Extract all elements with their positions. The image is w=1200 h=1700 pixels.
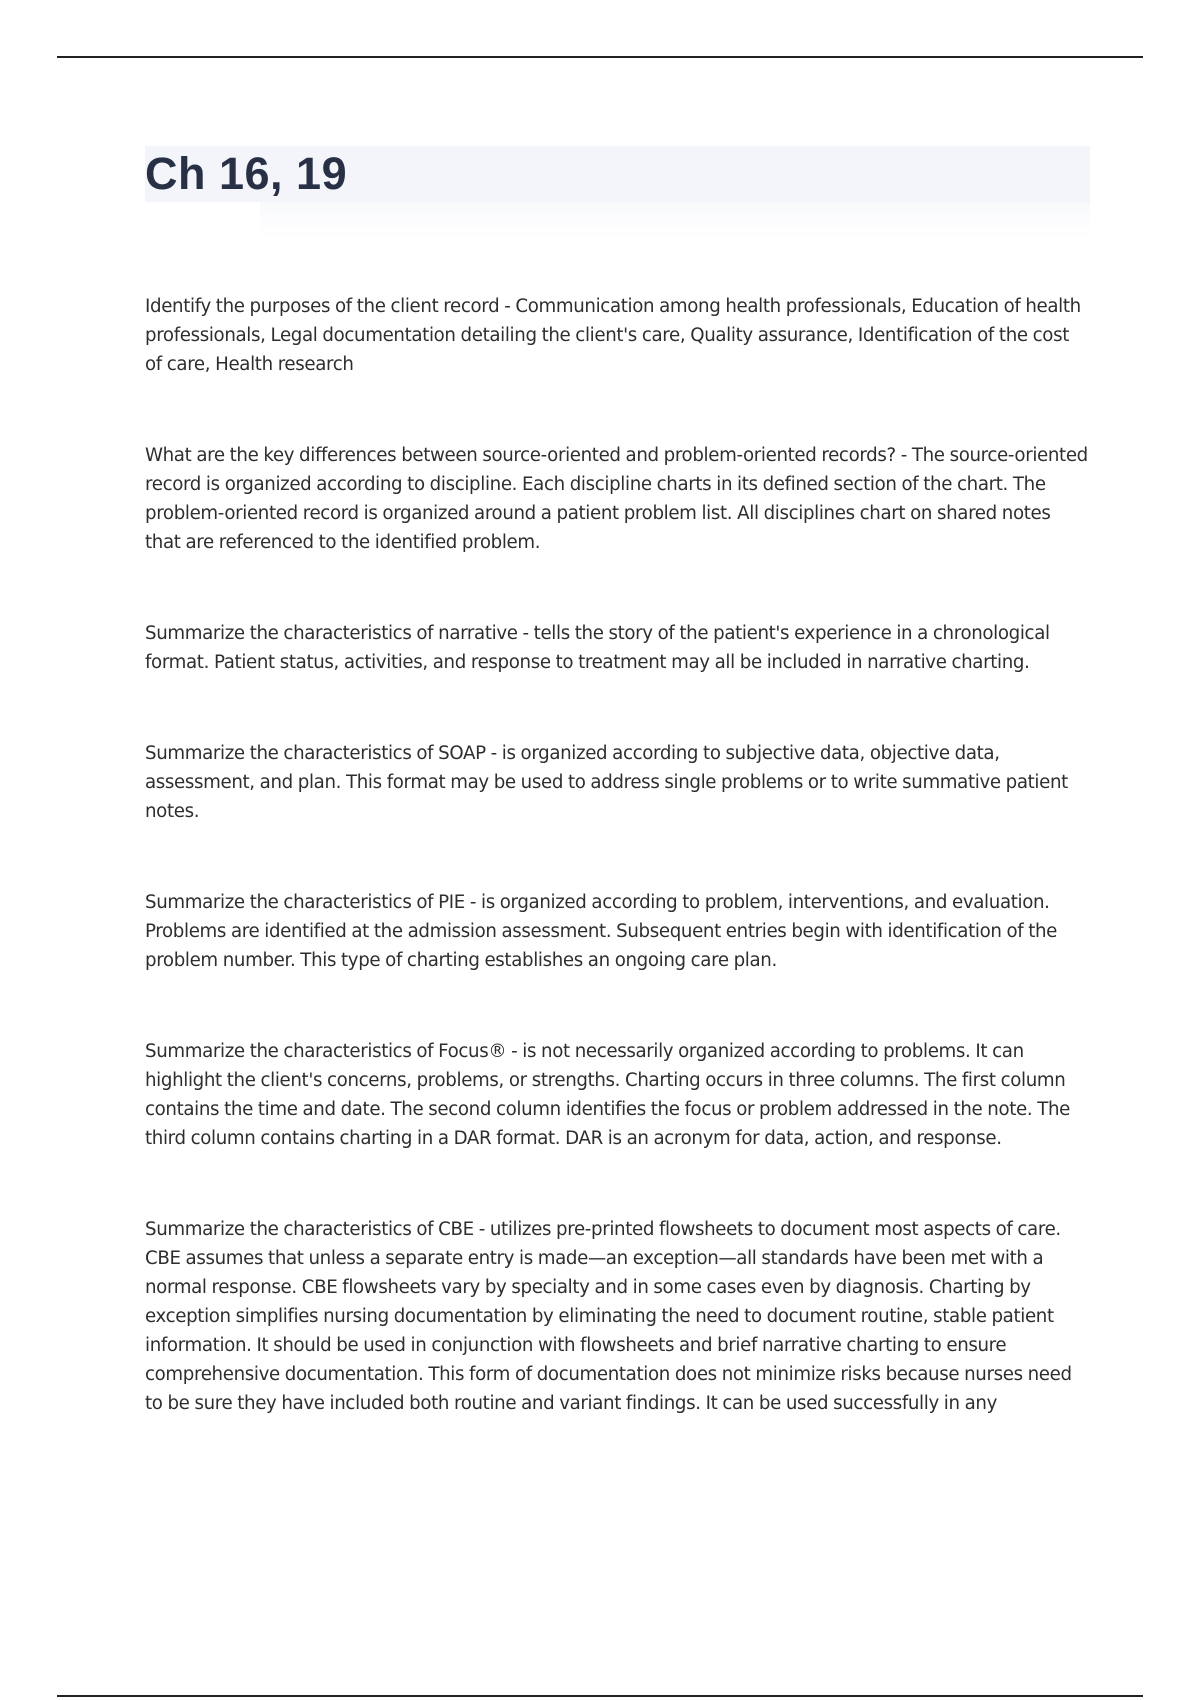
answer-text: is organized according to problem, interventions, and evaluation. Problems are identified at the admission assessment. Subsequent entries begin with identification of the problem number. This type of charting establishes an ongoing care plan. — [145, 892, 1058, 971]
question-text: Identify the purposes of the client record — [145, 296, 500, 317]
qa-list — [145, 292, 1090, 1480]
title-band-shadow — [260, 202, 1090, 238]
qa-item-soap — [145, 739, 1090, 826]
qa-separator: - — [895, 445, 912, 466]
bottom-rule — [57, 1695, 1143, 1697]
qa-separator: - — [485, 743, 502, 764]
question-text: Summarize the characteristics of Focus® — [145, 1041, 507, 1062]
question-text: Summarize the characteristics of CBE — [145, 1219, 474, 1240]
answer-text: The source-oriented record is organized according to discipline. Each discipline charts in its defined section of the chart. The problem-oriented record is organized around a patient problem list. All disciplines chart on shared notes that are referenced to the identified problem. — [145, 445, 1088, 553]
qa-item-record-types — [145, 441, 1090, 557]
qa-separator: - — [499, 296, 516, 317]
qa-separator: - — [464, 892, 482, 913]
answer-text: utilizes pre-printed flowsheets to document most aspects of care. CBE assumes that unless a separate entry is made—an exception—all standards have been met with a normal response. CBE flowsheets vary by specialty and in some cases even by diagnosis. Charting by exception simplifies nursing documentation by eliminating the need to document routine, stable patient information. It should be used in conjunction with flowsheets and brief narrative charting to ensure comprehensive documentation. This form of documentation does not minimize risks because nurses need to be sure they have included both routine and variant findings. It can be used successfully in any — [145, 1219, 1072, 1414]
qa-item-cbe — [145, 1215, 1090, 1418]
qa-item-narrative — [145, 619, 1090, 677]
qa-item-pie — [145, 888, 1090, 975]
top-rule — [57, 56, 1143, 58]
answer-text: is not necessarily organized according to problems. It can highlight the client's concerns, problems, or strengths. Charting occurs in three columns. The first column contains the time and date. The second column identifies the focus or problem addressed in the note. The third column contains charting in a DAR format. DAR is an acronym for data, action, and response. — [145, 1041, 1071, 1149]
question-text: Summarize the characteristics of SOAP — [145, 743, 486, 764]
question-text: Summarize the characteristics of narrative — [145, 623, 518, 644]
question-text: What are the key differences between source-oriented and problem-oriented records? — [145, 445, 896, 466]
qa-item-purposes — [145, 292, 1090, 379]
answer-text: is organized according to subjective data, objective data, assessment, and plan. This format may be used to address single problems or to write summative patient notes. — [145, 743, 1068, 822]
answer-text: tells the story of the patient's experience in a chronological format. Patient status, activities, and response to treatment may all be included in narrative charting. — [145, 623, 1050, 673]
qa-item-focus — [145, 1037, 1090, 1153]
answer-text: Communication among health professionals, Education of health professionals, Legal documentation detailing the client's care, Quality assurance, Identification of the cost of care, Health research — [145, 296, 1081, 375]
qa-separator: - — [517, 623, 534, 644]
page-title: Ch 16, 19 — [145, 148, 348, 199]
qa-separator: - — [506, 1041, 523, 1062]
qa-separator: - — [473, 1219, 490, 1240]
question-text: Summarize the characteristics of PIE — [145, 892, 465, 913]
